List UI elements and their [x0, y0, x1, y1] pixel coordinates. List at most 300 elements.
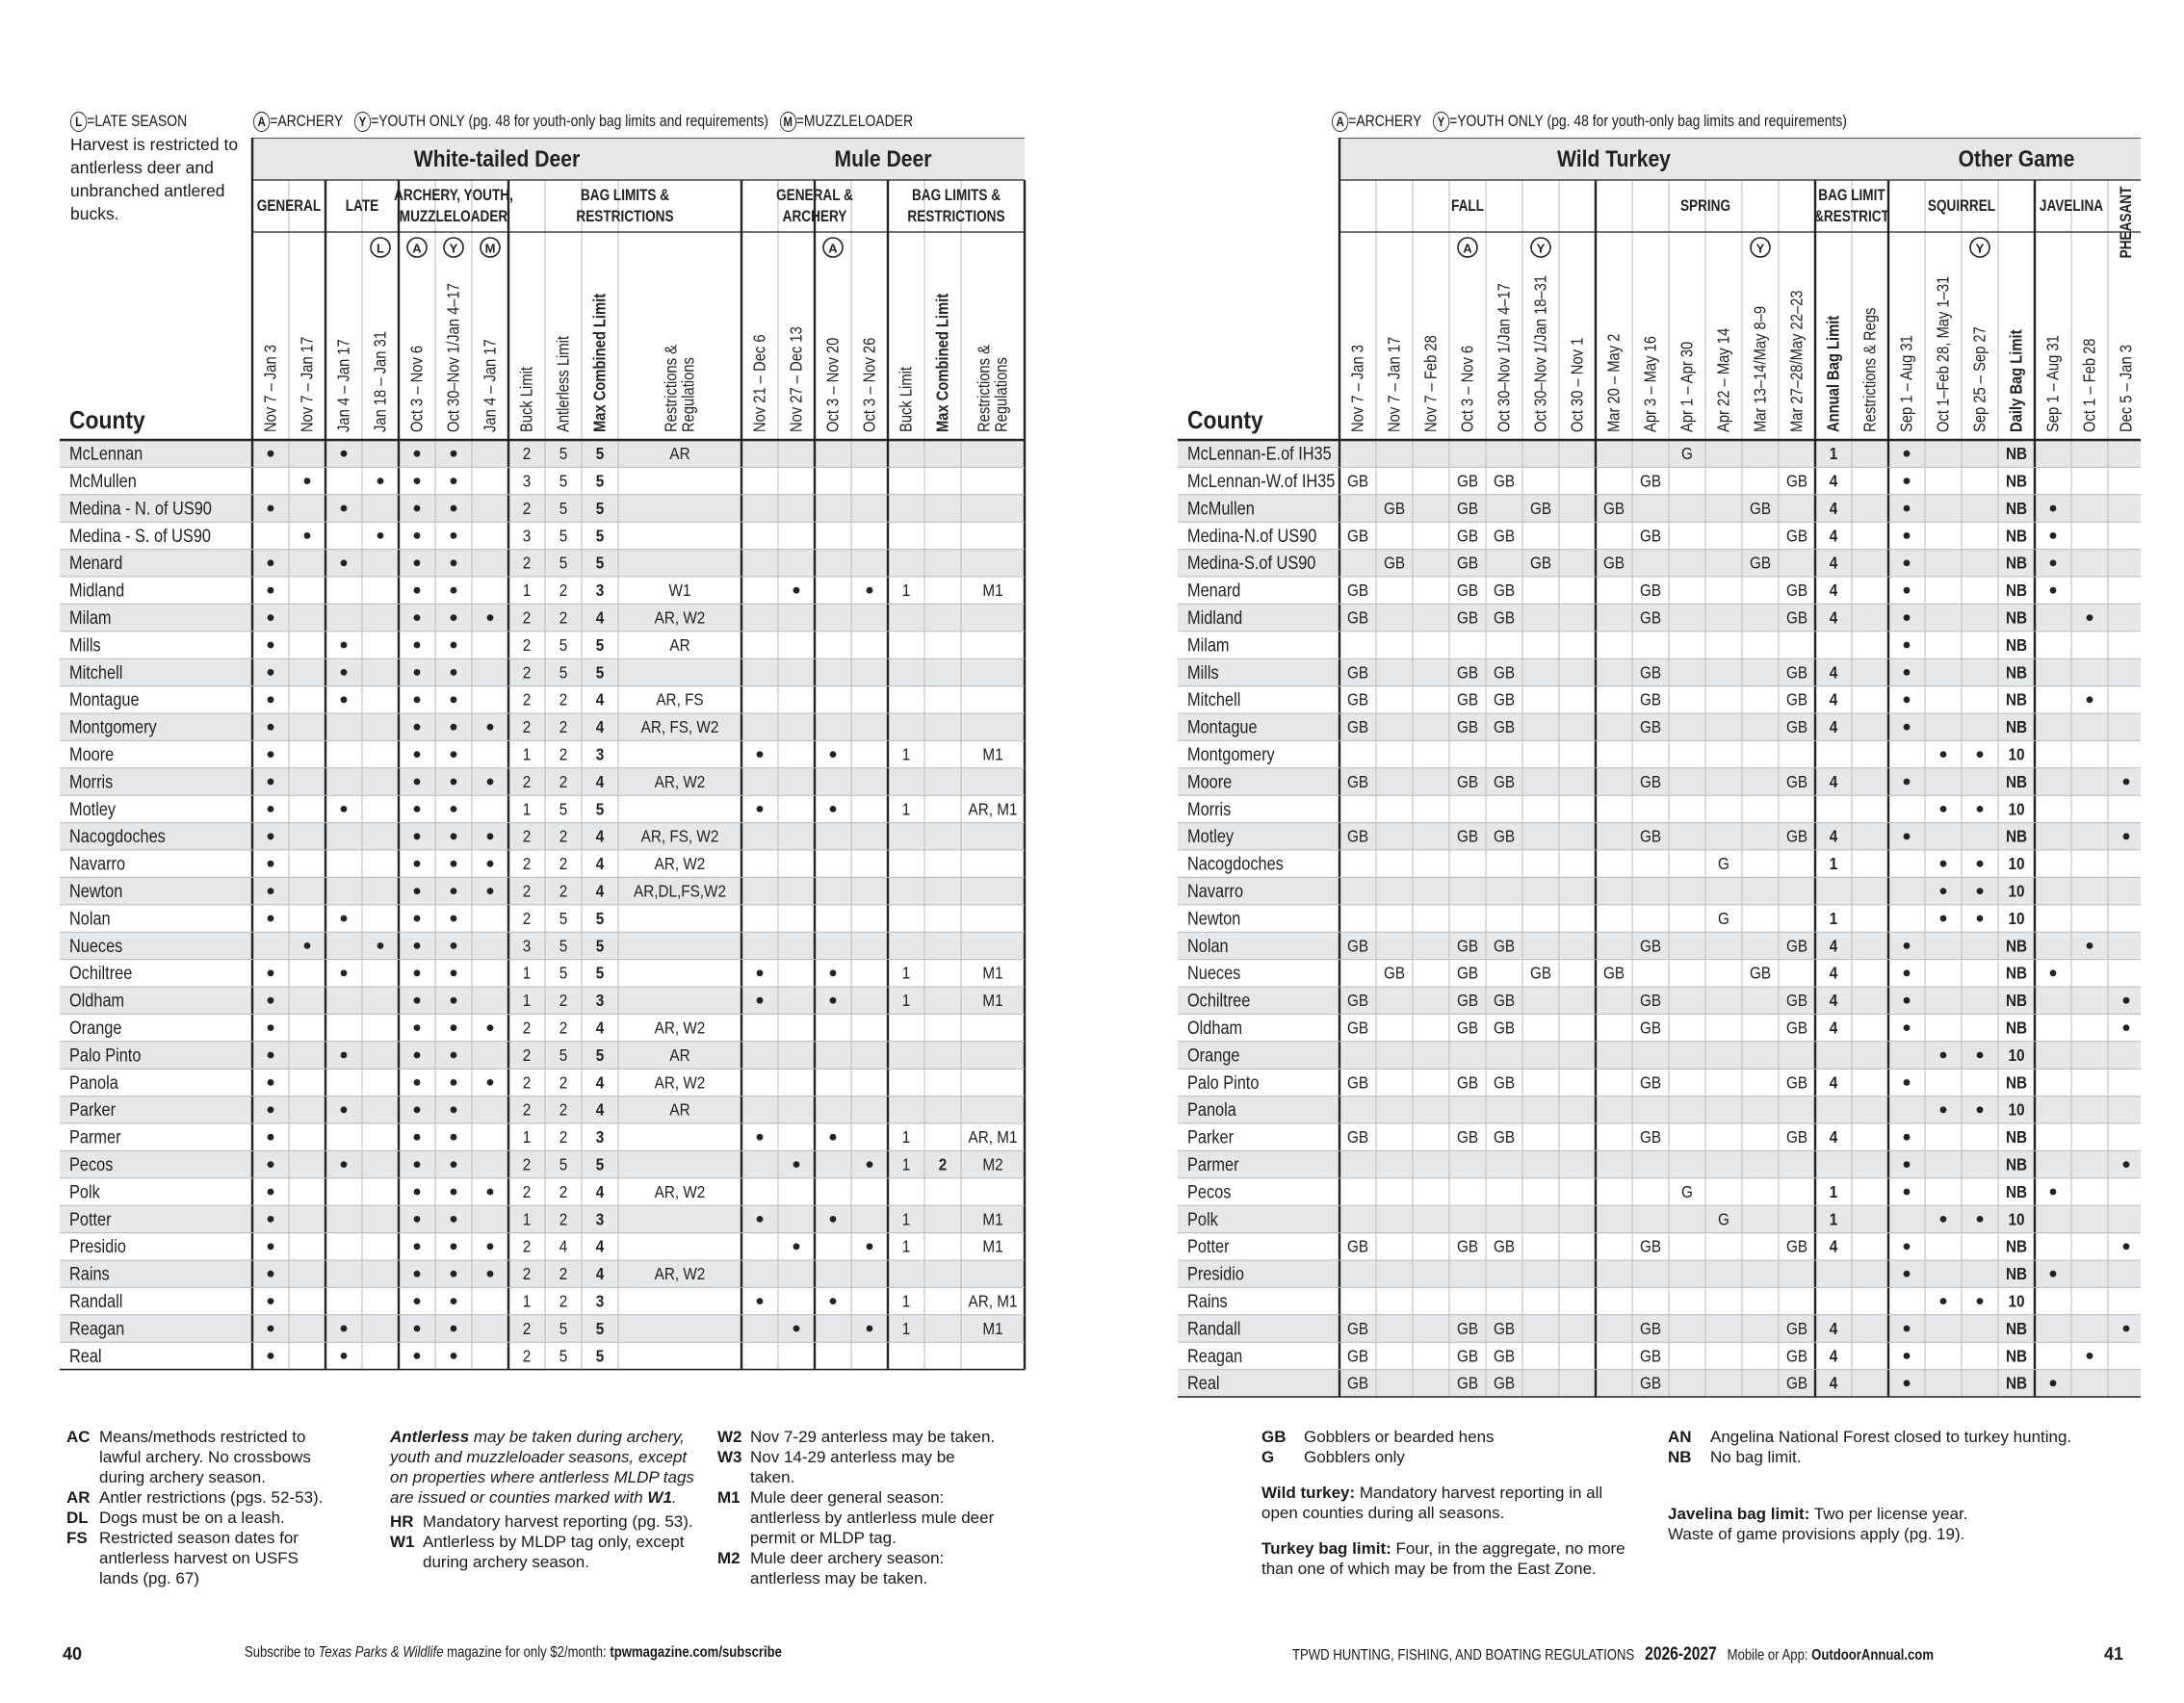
county-name: Panola [1187, 1099, 1236, 1121]
season-open-dot [341, 1326, 348, 1332]
cell-value: GB [1346, 689, 1369, 710]
season-open-dot [414, 1189, 421, 1196]
row-shade [60, 604, 1025, 631]
column-header: Apr 1 – Apr 30 [1677, 341, 1697, 432]
season-open-dot [1904, 997, 1911, 1004]
cell-value: 2 [522, 908, 532, 929]
cell-value: 4 [595, 689, 605, 710]
cell-value: 4 [1829, 498, 1838, 519]
column-header: Nov 27 – Dec 13 [787, 326, 806, 432]
cell-value: 1 [1829, 443, 1838, 464]
cell-value: 5 [595, 1154, 605, 1174]
season-open-dot [757, 806, 764, 813]
county-name: Ochiltree [69, 963, 133, 984]
section-mule-deer: Mule Deer [834, 145, 932, 172]
season-open-dot [341, 1161, 348, 1168]
season-open-dot [414, 1298, 421, 1304]
cell-value: GB [1493, 771, 1516, 792]
season-open-dot [414, 942, 421, 949]
cell-value: GB [1785, 716, 1808, 737]
county-name: Presidio [1187, 1263, 1244, 1284]
row-shade [1178, 1097, 2141, 1123]
cell-value: GB [1346, 990, 1369, 1011]
cell-value: NB [2005, 443, 2028, 464]
cell-value: 2 [522, 1263, 532, 1284]
cell-value: 2 [559, 1181, 568, 1202]
season-open-dot [451, 1216, 457, 1223]
cell-value: 5 [595, 1045, 605, 1066]
svg-text:A: A [412, 241, 422, 256]
cell-value: 1 [522, 1291, 532, 1311]
cell-value: 4 [1829, 990, 1838, 1011]
cell-value: 4 [1829, 553, 1838, 574]
county-name: Randall [1187, 1318, 1241, 1339]
cell-value: 4 [1829, 963, 1838, 984]
season-open-dot [1904, 1134, 1911, 1141]
season-open-dot [1977, 1298, 1984, 1304]
county-name: Real [69, 1345, 102, 1367]
cell-value: 2 [522, 1154, 532, 1174]
county-name: Nacogdoches [69, 826, 166, 847]
season-open-dot [487, 1243, 494, 1250]
cell-value: NB [2005, 771, 2028, 792]
county-name: Reagan [1187, 1345, 1243, 1367]
season-open-dot [451, 1079, 457, 1086]
season-open-dot [1904, 1189, 1911, 1196]
archery-symbol-icon [407, 238, 427, 257]
county-name: Pecos [1187, 1181, 1232, 1202]
cell-value: 1 [1829, 853, 1838, 874]
season-open-dot [268, 1243, 274, 1250]
youth-symbol-icon [1531, 238, 1550, 257]
season-open-dot [451, 1326, 457, 1332]
footnote-w3: W3 Nov 14-29 anterless may be taken. [717, 1448, 955, 1486]
cell-value: AR [669, 1099, 690, 1121]
footnote-m1: M1 Mule deer general season: antlerless by antlerless mule deer permit or MLDP tag. [717, 1488, 995, 1547]
cell-value: 4 [1829, 1018, 1838, 1038]
column-header: Nov 7 – Jan 17 [1385, 336, 1404, 432]
county-name: Reagan [69, 1318, 125, 1339]
cell-value: NB [2005, 1346, 2028, 1366]
season-open-dot [1940, 1052, 1947, 1059]
cell-value: GB [1456, 826, 1479, 847]
season-open-dot [341, 696, 348, 703]
season-open-dot [1904, 669, 1911, 676]
group-general: GENERAL [256, 196, 322, 216]
group-pheasant: PHEASANT [2117, 186, 2136, 259]
season-open-dot [268, 833, 274, 839]
county-name: Medina - N. of US90 [69, 498, 212, 519]
season-open-dot [1977, 861, 1984, 867]
cell-value: GB [1383, 498, 1406, 519]
cell-value: NB [2005, 1373, 2028, 1394]
season-open-dot [414, 724, 421, 731]
cell-value: 1 [901, 1291, 911, 1311]
season-open-dot [451, 888, 457, 894]
season-open-dot [414, 505, 421, 512]
cell-value: 5 [595, 799, 605, 819]
cell-value: GB [1639, 771, 1662, 792]
cell-value: 2 [522, 1181, 532, 1202]
column-header: Nov 21 – Dec 6 [750, 334, 769, 432]
season-open-dot [341, 505, 348, 512]
cell-value: 4 [1829, 716, 1838, 737]
season-open-dot [793, 587, 800, 594]
footnote-w2: W2 Nov 7-29 anterless may be taken. [717, 1428, 996, 1446]
county-header: County [1187, 406, 1263, 435]
season-open-dot [2123, 779, 2130, 786]
cell-value: G [1718, 908, 1729, 929]
left-legend: A =ARCHERY Y =YOUTH ONLY (pg. 48 for youth-only bag limits and requirements) M =MUZZLELOADER [253, 110, 1057, 132]
group-archery-youth-muzzleloader: ARCHERY, YOUTH, [394, 186, 513, 205]
cell-value: 2 [559, 881, 568, 901]
cell-value: GB [1493, 580, 1516, 601]
county-name: Motley [1187, 826, 1235, 847]
county-name: Nueces [1187, 963, 1241, 984]
season-open-dot [1904, 614, 1911, 621]
season-open-dot [487, 614, 494, 621]
season-open-dot [830, 751, 837, 758]
cell-value: 2 [522, 689, 532, 710]
season-open-dot [2123, 1161, 2130, 1168]
season-open-dot [2087, 614, 2093, 621]
cell-value: GB [1639, 580, 1662, 601]
cell-value: NB [2005, 1018, 2028, 1038]
cell-value: 5 [559, 936, 568, 956]
cell-value: AR, W2 [654, 1263, 706, 1284]
cell-value: W1 [668, 580, 691, 601]
season-open-dot [2123, 997, 2130, 1004]
cell-value: 2 [559, 1072, 568, 1093]
season-open-dot [1904, 1243, 1911, 1250]
season-open-dot [451, 587, 457, 594]
cell-value: 2 [559, 689, 568, 710]
column-header: Oct 3 – Nov 6 [407, 345, 427, 432]
season-open-dot [487, 1079, 494, 1086]
county-name: Montgomery [69, 716, 157, 737]
season-open-dot [341, 451, 348, 457]
county-name: Parmer [69, 1126, 121, 1148]
row-shade [1178, 1205, 2141, 1232]
column-header: Nov 7 – Jan 17 [298, 336, 317, 432]
season-open-dot [1904, 532, 1911, 539]
javelina-note: Javelina bag limit: Two per license year. Waste of game provisions apply (pg. 19). [1668, 1505, 1968, 1543]
cell-value: M1 [982, 580, 1003, 601]
cell-value: M1 [982, 1209, 1003, 1229]
season-open-dot [1977, 806, 1984, 813]
footnote-an: AN Angelina National Forest closed to turkey hunting. [1668, 1428, 2072, 1446]
footnotes-right-col2 [1668, 1427, 2120, 1544]
cell-value: 10 [2008, 1209, 2025, 1229]
group-bag-limit-restrict-line2: &RESTRICT [1814, 207, 1889, 226]
page-number-right: 41 [2104, 1644, 2124, 1664]
county-name: Potter [1187, 1236, 1230, 1257]
season-open-dot [268, 916, 274, 922]
county-name: Polk [69, 1181, 100, 1202]
season-open-dot [341, 1353, 348, 1359]
season-open-dot [867, 1326, 873, 1332]
season-open-dot [451, 833, 457, 839]
cell-value: 2 [522, 553, 532, 574]
cell-value: GB [1346, 1126, 1369, 1148]
column-header: Annual Bag Limit [1824, 315, 1843, 432]
cell-value: 3 [522, 526, 532, 546]
season-open-dot [414, 559, 421, 566]
cell-value: GB [1346, 662, 1369, 683]
svg-text:Y: Y [449, 241, 458, 256]
row-shade [60, 1260, 1025, 1287]
cell-value: NB [2005, 1263, 2028, 1284]
season-open-dot [268, 806, 274, 813]
late-season-legend: L =LATE SEASON [70, 110, 213, 132]
cell-value: GB [1493, 1072, 1516, 1093]
column-header: Sep 1 – Aug 31 [2043, 335, 2063, 432]
cell-value: 10 [2008, 744, 2025, 764]
svg-text:Y: Y [1536, 241, 1546, 256]
season-open-dot [830, 806, 837, 813]
season-open-dot [1940, 1298, 1947, 1304]
cell-value: GB [1493, 1018, 1516, 1038]
season-open-dot [1904, 559, 1911, 566]
season-open-dot [2050, 505, 2057, 512]
county-name: Rains [1187, 1290, 1228, 1312]
cell-value: 3 [595, 990, 605, 1011]
season-open-dot [451, 969, 457, 976]
season-open-dot [268, 888, 274, 894]
cell-value: 2 [938, 1154, 948, 1174]
cell-value: G [1681, 443, 1693, 464]
county-name: Newton [69, 880, 123, 902]
county-name: Nolan [1187, 935, 1229, 957]
row-shade [1178, 877, 2141, 904]
season-open-dot [451, 724, 457, 731]
publication-footer: TPWD HUNTING, FISHING, AND BOATING REGULATIONS 2026-2027 Mobile or App: OutdoorAnnual.com [1292, 1644, 1934, 1664]
deer-table [60, 138, 1032, 1399]
cell-value: 1 [522, 1209, 532, 1229]
cell-value: 2 [522, 1346, 532, 1366]
cell-value: 1 [522, 744, 532, 764]
subscribe-link[interactable]: tpwmagazine.com/subscribe [610, 1644, 782, 1661]
cell-value: AR, M1 [968, 799, 1018, 819]
cell-value: 2 [522, 498, 532, 519]
season-open-dot [451, 669, 457, 676]
season-open-dot [451, 806, 457, 813]
county-name: Motley [69, 798, 117, 820]
county-name: Mills [1187, 661, 1219, 684]
cell-value: 1 [522, 963, 532, 984]
page-number-left: 40 [63, 1644, 83, 1664]
season-open-dot [2050, 587, 2057, 594]
season-open-dot [451, 1052, 457, 1059]
season-open-dot [268, 779, 274, 786]
season-open-dot [1904, 1353, 1911, 1359]
cell-value: 1 [901, 1126, 911, 1148]
season-open-dot [757, 1134, 764, 1141]
cell-value: 5 [595, 498, 605, 519]
county-name: Morris [1187, 798, 1232, 820]
cell-value: GB [1639, 1072, 1662, 1093]
cell-value: 2 [559, 990, 568, 1011]
cell-value: 1 [901, 1318, 911, 1339]
season-open-dot [268, 642, 274, 649]
cell-value: GB [1346, 1018, 1369, 1038]
cell-value: 5 [559, 1154, 568, 1174]
season-open-dot [268, 751, 274, 758]
svg-text:L: L [377, 241, 384, 256]
cell-value: GB [1639, 1318, 1662, 1339]
column-header: Regulations [679, 357, 698, 432]
season-open-dot [268, 505, 274, 512]
cell-value: 4 [595, 771, 605, 792]
cell-value: GB [1785, 607, 1808, 628]
season-open-dot [414, 861, 421, 867]
cell-value: GB [1785, 1126, 1808, 1148]
county-name: Mitchell [1187, 689, 1241, 710]
cell-value: 10 [2008, 1291, 2025, 1311]
outdoor-annual-link[interactable]: OutdoorAnnual.com [1811, 1647, 1934, 1664]
season-open-dot [1940, 916, 1947, 922]
cell-value: GB [1456, 607, 1479, 628]
season-open-dot [830, 969, 837, 976]
group-bag-limits-line2: RESTRICTIONS [576, 207, 674, 226]
season-open-dot [341, 1106, 348, 1113]
cell-value: 5 [559, 1346, 568, 1366]
cell-value: 2 [559, 607, 568, 628]
season-open-dot [268, 1326, 274, 1332]
cell-value: 3 [595, 1126, 605, 1148]
county-name: McMullen [69, 470, 137, 492]
season-open-dot [268, 1052, 274, 1059]
cell-value: GB [1639, 689, 1662, 710]
cell-value: GB [1346, 771, 1369, 792]
cell-value: 4 [1829, 1346, 1838, 1366]
cell-value: NB [2005, 1181, 2028, 1202]
cell-value: GB [1383, 963, 1406, 984]
season-open-dot [268, 1298, 274, 1304]
county-header: County [69, 406, 145, 435]
cell-value: GB [1346, 607, 1369, 628]
cell-value: 2 [559, 1263, 568, 1284]
svg-text:A: A [1463, 241, 1472, 256]
cell-value: GB [1749, 553, 1772, 574]
season-open-dot [867, 1161, 873, 1168]
column-header: Mar 13–14/May 8–9 [1751, 305, 1770, 432]
county-name: McLennan-E.of IH35 [1187, 443, 1332, 464]
season-open-dot [757, 751, 764, 758]
season-open-dot [414, 1326, 421, 1332]
cell-value: M2 [982, 1154, 1003, 1174]
column-header: Sep 1 – Aug 31 [1897, 335, 1916, 432]
cell-value: 4 [595, 1018, 605, 1038]
cell-value: 4 [1829, 1126, 1838, 1148]
cell-value: GB [1529, 553, 1552, 574]
season-open-dot [268, 861, 274, 867]
cell-value: GB [1639, 607, 1662, 628]
cell-value: 5 [595, 1318, 605, 1339]
county-name: Potter [69, 1208, 112, 1230]
cell-value: 4 [1829, 471, 1838, 491]
season-open-dot [2050, 1189, 2057, 1196]
cell-value: GB [1785, 1072, 1808, 1093]
season-open-dot [341, 806, 348, 813]
cell-value: 3 [595, 1209, 605, 1229]
column-header: Mar 20 – May 2 [1604, 333, 1624, 432]
footnotes-right-col1 [1261, 1427, 1647, 1579]
county-name: Navarro [69, 853, 126, 874]
cell-value: AR, W2 [654, 1018, 706, 1038]
cell-value: 10 [2008, 1099, 2025, 1121]
cell-value: 2 [559, 716, 568, 737]
season-open-dot [414, 1353, 421, 1359]
season-open-dot [451, 779, 457, 786]
county-name: McLennan [69, 443, 143, 464]
cell-value: GB [1456, 498, 1479, 519]
row-shade [60, 658, 1025, 685]
season-open-dot [414, 587, 421, 594]
cell-value: 3 [522, 471, 532, 491]
season-open-dot [451, 1134, 457, 1141]
cell-value: GB [1456, 471, 1479, 491]
cell-value: 5 [559, 553, 568, 574]
cell-value: AR [669, 1045, 690, 1066]
season-open-dot [268, 724, 274, 731]
county-name: Mitchell [69, 661, 123, 684]
season-open-dot [1904, 1079, 1911, 1086]
row-shade [60, 932, 1025, 959]
cell-value: NB [2005, 826, 2028, 847]
youth-symbol-icon [444, 238, 463, 257]
season-open-dot [414, 451, 421, 457]
cell-value: GB [1346, 526, 1369, 546]
late-season-note: Harvest is restricted to antlerless deer and unbranched antlered bucks. [70, 135, 239, 223]
cell-value: 2 [522, 662, 532, 683]
season-open-dot [414, 477, 421, 484]
wild-turkey-note: Wild turkey: Mandatory harvest reporting in all open counties during all seasons. [1261, 1484, 1603, 1522]
cell-value: 5 [559, 634, 568, 656]
cell-value: GB [1785, 771, 1808, 792]
season-open-dot [451, 861, 457, 867]
column-header: Jan 4 – Jan 17 [334, 339, 353, 432]
cell-value: 3 [595, 580, 605, 601]
late-season-symbol-icon: L [70, 112, 87, 132]
cell-value: 1 [1829, 1181, 1838, 1202]
cell-value: M1 [982, 963, 1003, 984]
cell-value: 4 [1829, 662, 1838, 683]
cell-value: 1 [901, 1154, 911, 1174]
season-open-dot [414, 751, 421, 758]
antlerless-note: Antlerless may be taken during archery, youth and muzzleloader seasons, except on properties where antlerless MLDP tags are issued or counties marked with W1. [390, 1428, 694, 1507]
season-open-dot [451, 1024, 457, 1031]
season-open-dot [2123, 833, 2130, 839]
cell-value: AR, FS, W2 [640, 826, 719, 847]
cell-value: GB [1456, 1126, 1479, 1148]
row-shade [60, 823, 1025, 850]
cell-value: 2 [522, 853, 532, 874]
cell-value: 2 [522, 1236, 532, 1257]
cell-value: GB [1529, 498, 1552, 519]
svg-text:Y: Y [1975, 241, 1985, 256]
cell-value: NB [2005, 498, 2028, 519]
season-open-dot [414, 696, 421, 703]
cell-value: 4 [1829, 936, 1838, 956]
cell-value: GB [1493, 689, 1516, 710]
season-open-dot [487, 833, 494, 839]
cell-value: GB [1785, 1346, 1808, 1366]
season-open-dot [451, 1161, 457, 1168]
row-shade [1178, 495, 2141, 522]
archery-symbol-icon: A [253, 112, 270, 132]
cell-value: 4 [1829, 689, 1838, 710]
